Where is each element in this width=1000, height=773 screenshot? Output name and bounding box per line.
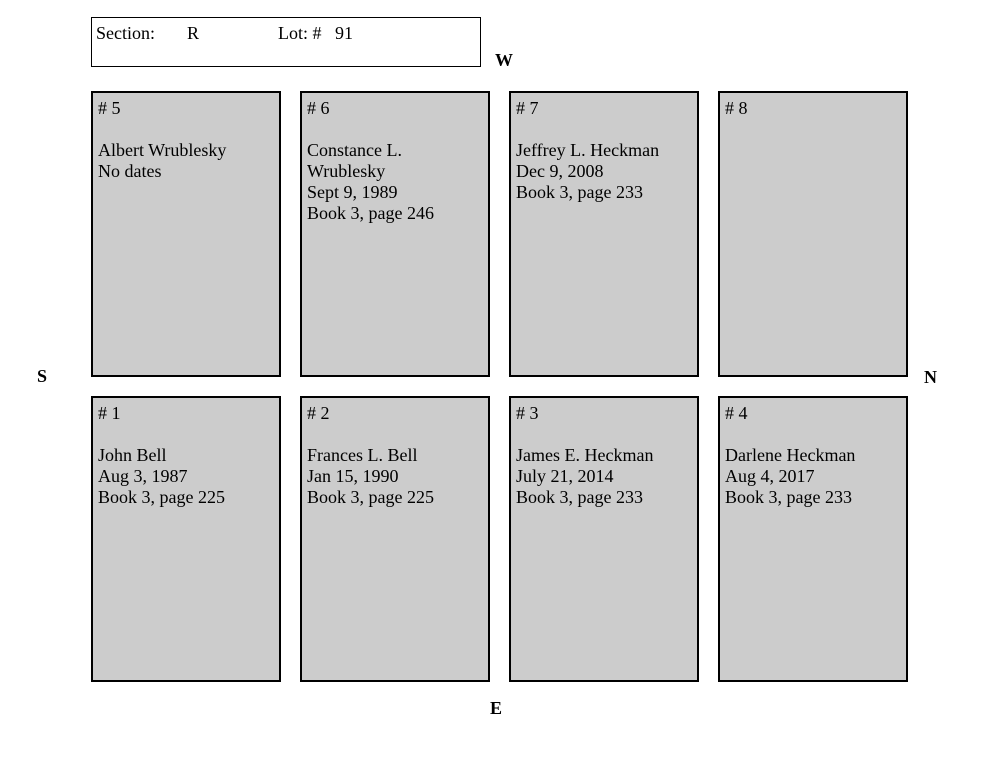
plot-text-line: Constance L. bbox=[307, 140, 402, 160]
plot-number: # 8 bbox=[725, 98, 748, 118]
plot-text-line: John Bell bbox=[98, 445, 167, 465]
plot-text-line: Dec 9, 2008 bbox=[516, 161, 604, 181]
plot-text-line: Book 3, page 225 bbox=[307, 487, 434, 507]
plot-number: # 7 bbox=[516, 98, 539, 118]
plot-number: # 2 bbox=[307, 403, 330, 423]
grave-plot bbox=[300, 396, 490, 682]
plot-number: # 4 bbox=[725, 403, 748, 423]
grave-plot bbox=[509, 91, 699, 377]
plot-text-line: Book 3, page 233 bbox=[516, 182, 643, 202]
plot-text-line: July 21, 2014 bbox=[516, 466, 614, 486]
grave-plot bbox=[91, 396, 281, 682]
plot-number: # 1 bbox=[98, 403, 121, 423]
lot-label: Lot: # bbox=[278, 23, 322, 43]
plot-text-line: Jan 15, 1990 bbox=[307, 466, 399, 486]
plot-text-line: Sept 9, 1989 bbox=[307, 182, 398, 202]
compass-east: E bbox=[490, 698, 503, 718]
section-value: R bbox=[187, 23, 200, 43]
plot-text-line: Book 3, page 233 bbox=[516, 487, 643, 507]
compass-north: N bbox=[924, 367, 937, 387]
grave-plot bbox=[718, 91, 908, 377]
compass-west: W bbox=[495, 50, 513, 70]
plot-text-line: Wrublesky bbox=[307, 161, 386, 181]
plot-text-line: No dates bbox=[98, 161, 162, 181]
plot-text-line: Jeffrey L. Heckman bbox=[516, 140, 660, 160]
compass-south: S bbox=[37, 366, 48, 386]
plot-text-line: Darlene Heckman bbox=[725, 445, 856, 465]
plot-text-line: Aug 4, 2017 bbox=[725, 466, 815, 486]
section-label: Section: bbox=[96, 23, 155, 43]
plot-text-line: Aug 3, 1987 bbox=[98, 466, 188, 486]
grave-plot bbox=[718, 396, 908, 682]
plot-number: # 3 bbox=[516, 403, 539, 423]
plot-text-line: Albert Wrublesky bbox=[98, 140, 227, 160]
plot-text-line: James E. Heckman bbox=[516, 445, 654, 465]
lot-value: 91 bbox=[335, 23, 353, 43]
grave-plot bbox=[300, 91, 490, 377]
plot-text-line: Frances L. Bell bbox=[307, 445, 418, 465]
plot-number: # 6 bbox=[307, 98, 330, 118]
plot-number: # 5 bbox=[98, 98, 121, 118]
grave-plot bbox=[91, 91, 281, 377]
plot-text-line: Book 3, page 225 bbox=[98, 487, 225, 507]
section-lot-header bbox=[91, 17, 481, 67]
grave-plot bbox=[509, 396, 699, 682]
plot-text-line: Book 3, page 233 bbox=[725, 487, 852, 507]
plot-text-line: Book 3, page 246 bbox=[307, 203, 434, 223]
